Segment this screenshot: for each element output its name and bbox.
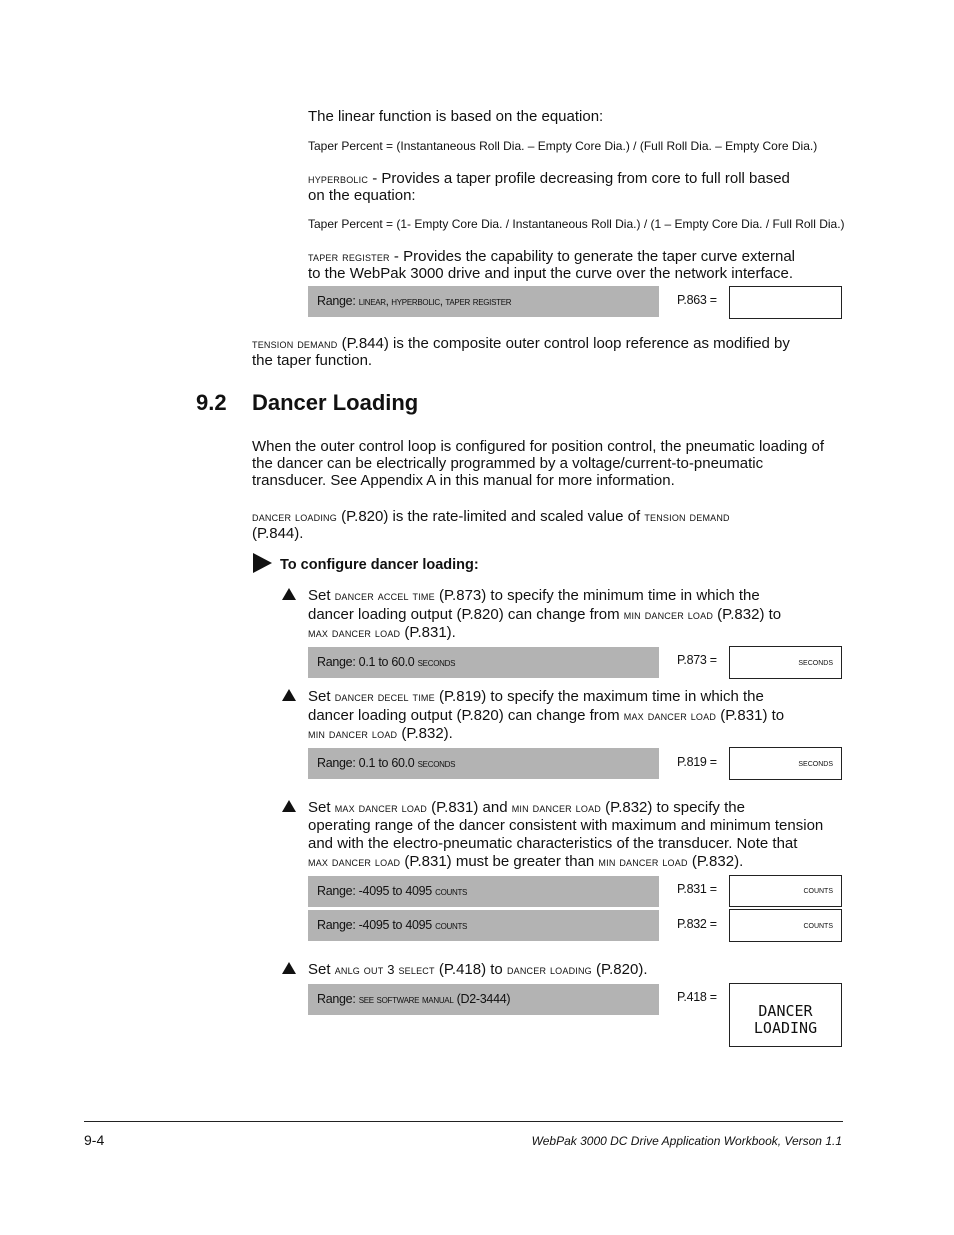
step-1-t3: (P.832) to [713, 605, 782, 623]
section-number: 9.2 [196, 390, 227, 415]
step-2-text [308, 688, 853, 744]
taper-register-desc-1: - Provides the capability to generate the taper curve external [389, 248, 795, 265]
step-3-line-2: operating range of the dancer consistent with maximum and minimum tension [308, 817, 824, 834]
range-bar-p819 [308, 748, 659, 779]
step-3-term-b: min dancer load [511, 800, 601, 815]
taper-register-desc-2: to the WebPak 3000 drive and input the curve over the network interface. [308, 265, 794, 282]
param-unit: seconds [798, 657, 833, 668]
taper-register-term: taper register [308, 249, 390, 264]
range-values: linear, hyperbolic, taper register [358, 296, 512, 308]
step-2-term-c: min dancer load [308, 726, 398, 741]
range-bar-p831 [308, 876, 659, 907]
step-2-term-a: dancer decel time [334, 689, 435, 704]
intro-line-2: the dancer can be electrically programmed by a voltage/current-to-pneumatic [252, 455, 764, 472]
param-label-p863: P.863 = [677, 293, 717, 307]
range-prefix: Range: 0.1 to 60.0 [317, 655, 418, 669]
hyperbolic-desc-2: on the equation: [308, 187, 416, 204]
step-3-t1: (P.831) and [426, 799, 512, 816]
param-unit: seconds [798, 758, 833, 769]
range-unit: counts [435, 920, 468, 932]
hyperbolic-desc-1: - Provides a taper profile decreasing from core to full roll based [368, 170, 790, 187]
tension-demand-term: tension demand [252, 336, 338, 351]
step-3-term-d: min dancer load [598, 854, 688, 869]
footer-doc-title: WebPak 3000 DC Drive Application Workbook, Verson 1.1 [531, 1134, 842, 1148]
dancer-loading-text-1: (P.820) is the rate-limited and scaled value of [336, 508, 645, 525]
hyperbolic-para [308, 170, 848, 204]
step-1-t4: (P.831). [400, 624, 456, 641]
range-unit: counts [435, 886, 468, 898]
param-label-p418: P.418 = [677, 990, 717, 1004]
bullet-triangle-icon [282, 962, 296, 974]
dancer-loading-para [252, 508, 852, 542]
step-2-set: Set [308, 688, 335, 705]
step-3-set: Set [308, 799, 335, 816]
param-label-p831: P.831 = [677, 882, 717, 896]
range-prefix: Range: [317, 992, 359, 1006]
tension-demand-text-1: (P.844) is the composite outer control loop reference as modified by [337, 335, 790, 352]
range-prefix: Range: [317, 294, 359, 308]
step-3-term-a: max dancer load [334, 800, 427, 815]
range-values: see software manual [358, 994, 454, 1006]
param-input-p418[interactable] [729, 983, 842, 1047]
step-2-t3: (P.831) to [716, 706, 785, 724]
param-unit: counts [803, 885, 833, 896]
step-4-t1: (P.418) to [434, 961, 507, 978]
dancer-loading-text-2: (P.844). [252, 525, 304, 542]
step-1-term-b: min dancer load [623, 606, 714, 622]
range-bar-p418 [308, 984, 659, 1015]
param-label-p832: P.832 = [677, 917, 717, 931]
intro-para [252, 438, 852, 489]
footer-rule [84, 1121, 843, 1122]
step-1-text [308, 587, 853, 643]
intro-line-1: When the outer control loop is configured for position control, the pneumatic loading of [252, 438, 825, 455]
page-number: 9-4 [84, 1132, 105, 1148]
linear-intro: The linear function is based on the equation: [308, 108, 604, 125]
step-3-t4: (P.832). [687, 853, 744, 870]
tension-demand-para [252, 335, 852, 369]
param-unit: counts [803, 920, 833, 931]
range-unit: seconds [417, 758, 456, 770]
tension-demand-term-2: tension demand [644, 509, 730, 524]
step-3-t3: (P.831) must be greater than [400, 853, 599, 870]
intro-line-3: transducer. See Appendix A in this manual for more information. [252, 472, 675, 489]
param-label-p819: P.819 = [677, 755, 717, 769]
range-bar-p873 [308, 647, 659, 678]
hyperbolic-term: hyperbolic [308, 171, 369, 186]
step-4-set: Set [308, 961, 335, 978]
taper-register-para [308, 248, 848, 282]
param-input-p832[interactable] [729, 909, 842, 942]
handwritten-value-line-1: DANCER [758, 1002, 813, 1020]
step-4-text [308, 961, 853, 978]
step-2-t4: (P.832). [397, 725, 453, 742]
bullet-triangle-icon [282, 689, 296, 701]
range-bar-p863 [308, 286, 659, 317]
step-1-t1: (P.873) to specify the minimum time in which the [434, 587, 760, 604]
step-2-term-b: max dancer load [623, 707, 717, 723]
param-input-p863[interactable] [729, 286, 842, 319]
section-title: Dancer Loading [252, 390, 419, 415]
hyperbolic-equation: Taper Percent = (1- Empty Core Dia. / Instantaneous Roll Dia.) / (1 – Empty Core Dia. / Full Roll Dia.) [308, 217, 845, 231]
handwritten-value-line-2: LOADING [753, 1019, 818, 1037]
param-input-p819[interactable] [729, 747, 842, 780]
procedure-arrow-icon [253, 553, 272, 573]
bullet-triangle-icon [282, 800, 296, 812]
range-bar-p832 [308, 910, 659, 941]
range-prefix: Range: 0.1 to 60.0 [317, 756, 418, 770]
step-1-set: Set [308, 587, 335, 604]
param-input-p873[interactable] [729, 646, 842, 679]
step-3-term-c: max dancer load [308, 854, 401, 869]
step-1-term-c: max dancer load [308, 625, 401, 640]
step-4-term-b: dancer loading [506, 962, 592, 977]
tension-demand-text-2: the taper function. [252, 352, 373, 369]
range-prefix: Range: -4095 to 4095 [317, 884, 436, 898]
step-3-text [308, 799, 853, 871]
step-1-t2: dancer loading output (P.820) can change from [308, 605, 624, 623]
param-label-p873: P.873 = [677, 653, 717, 667]
step-4-term-a: anlg out 3 select [334, 962, 435, 977]
step-3-t2: (P.832) to specify the [600, 799, 745, 816]
range-prefix: Range: -4095 to 4095 [317, 918, 436, 932]
step-2-t2: dancer loading output (P.820) can change from [308, 706, 624, 724]
procedure-title: To configure dancer loading: [280, 557, 479, 573]
step-3-line-3: and with the electro-pneumatic characteristics of the transducer. Note that [308, 835, 798, 852]
step-1-term-a: dancer accel time [334, 588, 435, 603]
bullet-triangle-icon [282, 588, 296, 600]
step-2-t1: (P.819) to specify the maximum time in which the [434, 688, 764, 705]
linear-equation: Taper Percent = (Instantaneous Roll Dia. – Empty Core Dia.) / (Full Roll Dia. – Empty Core Dia.) [308, 139, 818, 153]
dancer-loading-term: dancer loading [252, 509, 337, 524]
param-input-p831[interactable] [729, 875, 842, 907]
range-unit: seconds [417, 657, 456, 669]
range-suffix: (D2-3444) [453, 992, 511, 1006]
step-4-t2: (P.820). [591, 961, 648, 978]
